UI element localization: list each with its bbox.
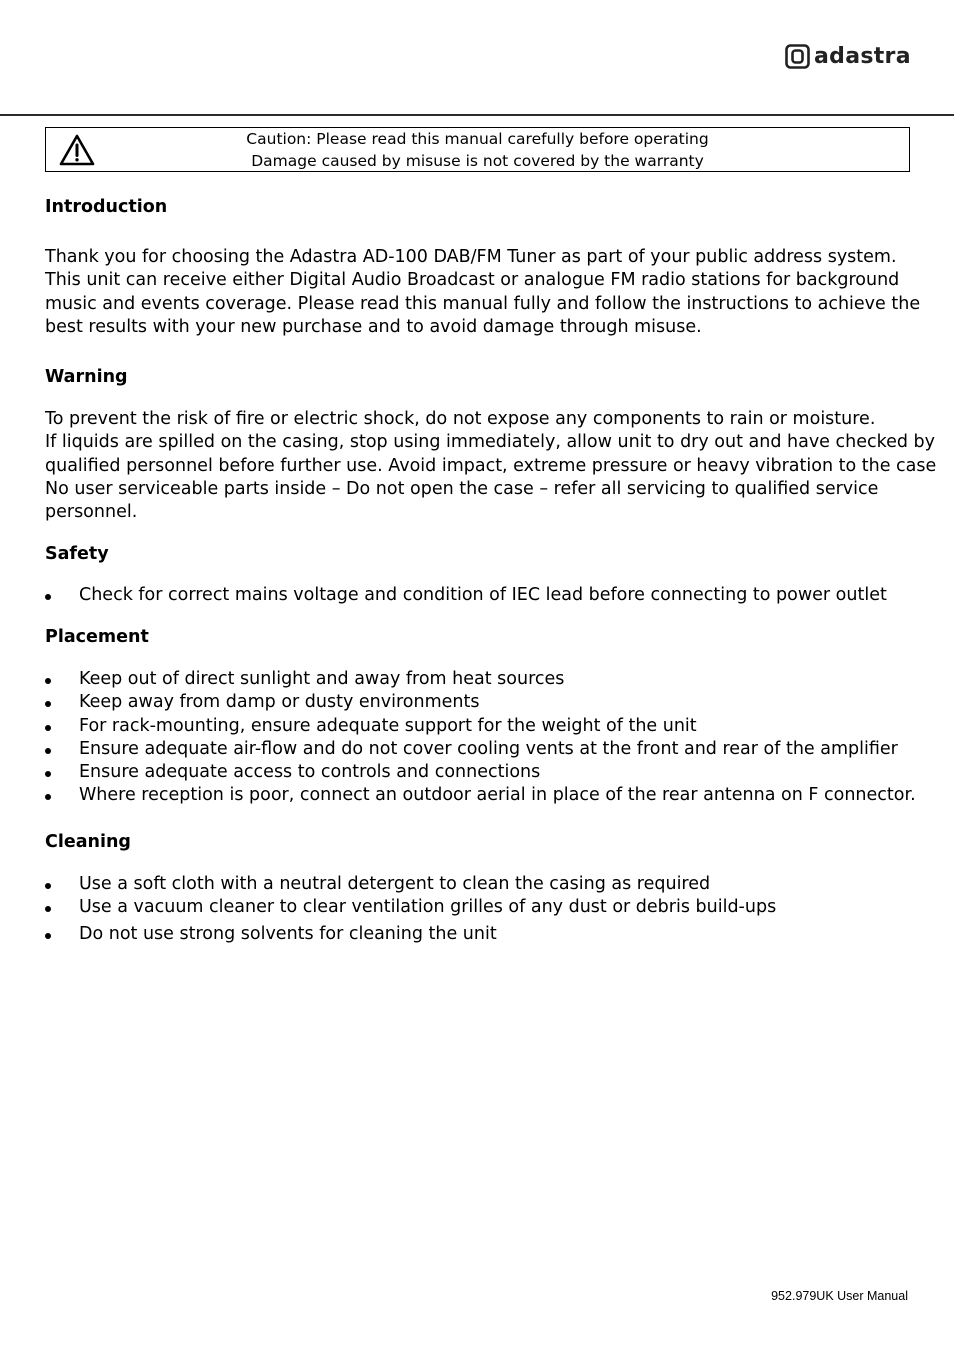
caution-line-2: Damage caused by misuse is not covered by the warranty — [251, 151, 704, 170]
list-item-text: Keep out of direct sunlight and away from heat sources — [79, 669, 565, 689]
bullet-icon — [45, 771, 51, 777]
placement-heading: Placement — [45, 627, 149, 647]
bullet-icon — [45, 725, 51, 731]
list-item — [45, 761, 916, 784]
list-item — [45, 873, 776, 896]
warning-line: qualified personnel before further use. Avoid impact, extreme pressure or heavy vibration to the case — [45, 455, 937, 476]
header-divider — [0, 114, 954, 116]
introduction-line: music and events coverage. Please read this manual fully and follow the instructions to achieve the — [45, 293, 921, 314]
warning-line: personnel. — [45, 502, 138, 523]
bullet-icon — [45, 794, 51, 800]
warning-line: To prevent the risk of fire or electric shock, do not expose any components to rain or moisture. — [45, 409, 876, 429]
list-item-text: Ensure adequate access to controls and connections — [79, 762, 541, 783]
safety-heading: Safety — [45, 544, 109, 564]
warning-line: No user serviceable parts inside – Do not open the case – refer all servicing to qualified service — [45, 478, 879, 499]
list-item-text: Use a soft cloth with a neutral detergent to clean the casing as required — [79, 874, 711, 894]
caution-line-1: Caution: Please read this manual carefully before operating — [246, 130, 709, 148]
bullet-icon — [45, 701, 51, 707]
list-item — [45, 668, 916, 691]
bullet-icon — [45, 594, 51, 600]
list-item — [45, 584, 887, 607]
caution-text — [46, 129, 909, 172]
bullet-icon — [45, 678, 51, 684]
list-item-text: Do not use strong solvents for cleaning the unit — [79, 923, 497, 944]
list-item — [45, 896, 776, 919]
list-item — [45, 738, 916, 761]
introduction-line: This unit can receive either Digital Audio Broadcast or analogue FM radio stations for background — [45, 270, 900, 291]
list-item — [45, 784, 916, 807]
footer-document-id: 952.979UK User Manual — [771, 1289, 908, 1303]
adastra-logo-icon — [785, 44, 810, 69]
placement-list — [45, 668, 916, 808]
list-item-text: Ensure adequate air-flow and do not cover cooling vents at the front and rear of the amplifier — [79, 738, 898, 759]
introduction-heading: Introduction — [45, 197, 168, 217]
list-item-text: Where reception is poor, connect an outdoor aerial in place of the rear antenna on F connector. — [79, 785, 916, 806]
list-item-text: Use a vacuum cleaner to clear ventilation grilles of any dust or debris build-ups — [79, 897, 777, 918]
bullet-icon — [45, 748, 51, 754]
list-item — [45, 715, 916, 738]
list-item-text: Check for correct mains voltage and condition of IEC lead before connecting to power outlet — [79, 585, 887, 605]
bullet-icon — [45, 906, 51, 912]
brand-name: adastra — [814, 44, 911, 69]
list-item-text: Keep away from damp or dusty environments — [79, 692, 480, 713]
warning-heading: Warning — [45, 367, 128, 387]
bullet-icon — [45, 883, 51, 889]
introduction-line: best results with your new purchase and to avoid damage through misuse. — [45, 316, 702, 337]
list-item-text: For rack-mounting, ensure adequate support for the weight of the unit — [79, 715, 697, 736]
bullet-icon — [45, 933, 51, 939]
safety-list — [45, 584, 887, 607]
introduction-paragraph — [45, 246, 925, 339]
caution-notice — [45, 127, 910, 172]
list-item — [45, 691, 916, 714]
warning-paragraph — [45, 408, 937, 524]
brand-logo — [785, 44, 911, 69]
cleaning-heading: Cleaning — [45, 832, 131, 852]
warning-line: If liquids are spilled on the casing, stop using immediately, allow unit to dry out and have checked by — [45, 432, 936, 453]
introduction-line: Thank you for choosing the Adastra AD-100 DAB/FM Tuner as part of your public address system. — [45, 247, 897, 267]
cleaning-list — [45, 873, 776, 946]
list-item — [45, 923, 776, 946]
